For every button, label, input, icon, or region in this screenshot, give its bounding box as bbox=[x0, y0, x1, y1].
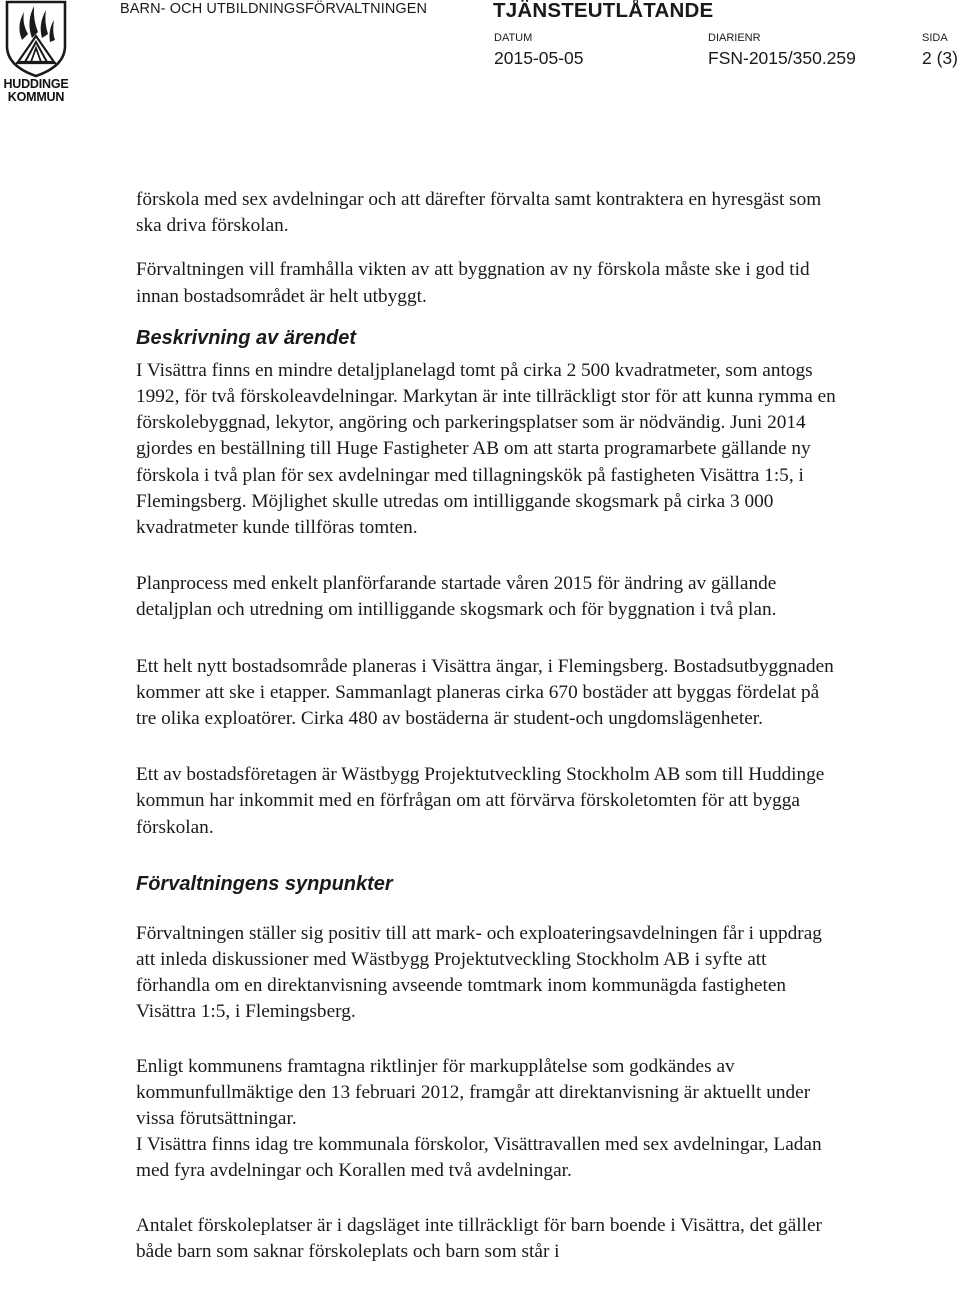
logo-line-kommun: KOMMUN bbox=[7, 90, 65, 104]
paragraph: I Visättra finns idag tre kommunala förskolor, Visättravallen med sex avdelningar, Ladan med fyra avdelningar och Korallen med två avdelningar. bbox=[136, 1134, 822, 1182]
paragraph: Förvaltningen ställer sig positiv till att mark- och exploateringsavdelningen får i uppdrag att inleda diskussioner med Wästbygg Projektutveckling Stockholm AB i syfte att förhandla om en direktanvisning avseende tomtmark inom kommunägda fastigheten Visättra 1:5, i Flemingsberg. bbox=[136, 922, 822, 1023]
municipality-logo bbox=[0, 0, 72, 108]
paragraph: Förvaltningen vill framhålla vikten av att byggnation av ny förskola måste ske i god tid innan bostadsområdet är helt utbyggt. bbox=[136, 259, 810, 307]
document-type: TJÄNSTEUTLÅTANDE bbox=[493, 0, 714, 22]
document-body bbox=[136, 187, 836, 1265]
sida-label: SIDA bbox=[922, 32, 948, 44]
organization-name: BARN- OCH UTBILDNINGSFÖRVALTNINGEN bbox=[120, 1, 428, 17]
paragraph: Antalet förskoleplatser är i dagsläget inte tillräckligt för barn boende i Visättra, det gäller både barn som saknar förskoleplats och barn som står i bbox=[136, 1214, 822, 1262]
section-heading-beskrivning: Beskrivning av ärendet bbox=[136, 326, 357, 349]
paragraph: Ett helt nytt bostadsområde planeras i Visättra ängar, i Flemingsberg. Bostadsutbyggnaden kommer att ske i etapper. Sammanlagt planeras cirka 670 bostäder att byggas fördelat på tre olika exploatörer. Cirka 480 av bostäderna är student-och ungdomslägenheter. bbox=[136, 655, 834, 730]
paragraph: Enligt kommunens framtagna riktlinjer för markupplåtelse som godkändes av kommunfullmäktige den 13 februari 2012, framgår att direktanvisning är aktuellt under vissa förutsättningar. bbox=[136, 1055, 811, 1130]
paragraph: I Visättra finns en mindre detaljplanelagd tomt på cirka 2 500 kvadratmeter, som antogs 1992, för två förskoleavdelningar. Markytan är inte tillräckligt stor för att kunna rymma en förskolebyggnad, lekytor, angöring och parkeringsplatser som är nödvändig. Juni 2014 gjordes en beställning till Huge Fastigheter AB om att starta programarbete gällande ny förskola i två plan för sex avdelningar med tillagningskök på fastigheten Visättra 1:5, i Flemingsberg. Möjlighet skulle utredas om intilliggande skogsmark på cirka 3 000 kvadratmeter kunde tillföras tomten. bbox=[136, 359, 836, 539]
diarienr-label: DIARIENR bbox=[708, 32, 761, 44]
sida-value: 2 (3) bbox=[922, 48, 958, 68]
coat-of-arms-icon bbox=[0, 0, 72, 80]
paragraph: Ett av bostadsföretagen är Wästbygg Projektutveckling Stockholm AB som till Huddinge kommun har inkommit med en förfrågan om att förvärva förskoletomten för att bygga förskolan. bbox=[136, 764, 825, 838]
logo-line-huddinge: HUDDINGE bbox=[3, 77, 69, 91]
diarienr-value: FSN-2015/350.259 bbox=[708, 48, 856, 68]
paragraph: förskola med sex avdelningar och att därefter förvalta samt kontraktera en hyresgäst som ska driva förskolan. bbox=[136, 189, 822, 237]
paragraph: Planprocess med enkelt planförfarande startade våren 2015 för ändring av gällande detaljplan och utredning om intilliggande skogsmark och för byggnation i två plan. bbox=[136, 573, 777, 621]
section-heading-synpunkter: Förvaltningens synpunkter bbox=[136, 872, 393, 895]
datum-value: 2015-05-05 bbox=[494, 48, 584, 68]
datum-label: DATUM bbox=[494, 32, 533, 44]
